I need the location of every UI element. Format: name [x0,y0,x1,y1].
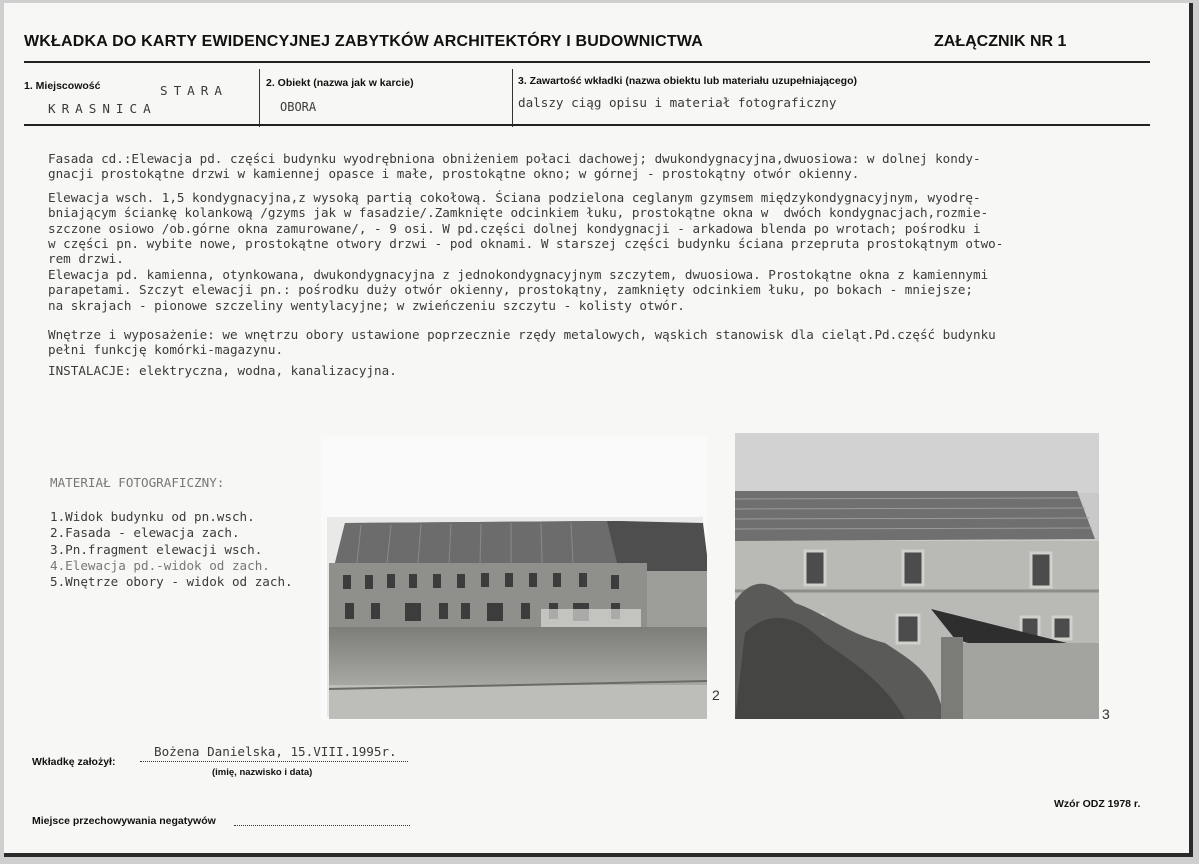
description-line: parapetami. Szczyt elewacji pn.: pośrodku duży otwór okienny, prostokątny, zamknięty odcinkiem łuku, po bokach - mniejsze; [48,282,974,298]
fields-bottom-rule [24,124,1150,126]
description-line: bniającym ściankę kolankową /gzyms jak w fasadzie/.Zamknięte odcinkiem łuku, prostokątne okna w dwóch kondygnacjach,rozmie- [48,205,989,221]
author-dotted-line [140,761,408,762]
photo-material-heading: MATERIAŁ FOTOGRAFICZNY: [50,475,225,490]
barn-west-facade-photo [321,437,707,720]
field-divider-2 [512,69,513,127]
description-line: na skrajach - pionowe szczeliny wentylacyjne; w zwieńczeniu szczytu - kolisty otwór. [48,297,685,313]
description-line: rem drzwi. [48,251,124,267]
description-line: Elewacja wsch. 1,5 kondygnacyjna,z wysoką partią cokołową. Ściana podzielona ceglanym gzymsem międzykondygnacyjnym, wyodrę- [48,189,981,205]
photo-material-item: 5.Wnętrze obory - widok od zach. [50,574,293,590]
photo-number: 3 [1102,706,1110,722]
locality-value-line2: KRASNICA [48,101,157,116]
form-version: Wzór ODZ 1978 r. [1054,798,1141,810]
photo-material-list [50,475,293,590]
locality-label: 1. Miejscowość [24,80,101,92]
locality-value-line1: STARA [160,83,228,98]
photo-material-item: 2.Fasada - elewacja zach. [50,525,240,541]
description-line: Fasada cd.:Elewacja pd. części budynku wyodrębniona obniżeniem połaci dachowej; dwukondygnacyjna,dwuosiowa: w dolnej kondy- [48,151,981,166]
document-title: WKŁADKA DO KARTY EWIDENCYJNEJ ZABYTKÓW ARCHITEKTÓRY I BUDOWNICTWA [24,33,704,50]
photo-material-item: 1.Widok budynku od pn.wsch. [50,509,255,525]
description-line: Elewacja pd. kamienna, otynkowana, dwukondygnacyjna z jednokondygnacyjnym szczytem, dwuosiowa. Prostokątne okna z kamiennymi [48,266,989,282]
record-card-sheet [4,3,1193,857]
description-line: INSTALACJE: elektryczna, wodna, kanalizacyjna. [48,362,397,378]
photo-material-item: 3.Pn.fragment elewacji wsch. [50,541,263,557]
header-rule [24,61,1150,63]
negatives-label: Miejsce przechowywania negatywów [32,815,216,827]
description-line: w części pn. wybite nowe, prostokątne otwory drzwi - pod oknami. W starszej części budynku ściana przepruta prostokątnym otwo- [48,236,1004,252]
field-divider-1 [259,69,260,127]
negatives-dotted-line [234,825,410,826]
barn-east-elevation-photo [735,433,1099,719]
description-line: pełni funkcję komórki-magazynu. [48,342,284,358]
object-label: 2. Obiekt (nazwa jak w karcie) [266,77,414,89]
content-value: dalszy ciąg opisu i materiał fotograficzny [518,95,837,110]
author-caption: (imię, nazwisko i data) [212,767,313,778]
description-line: Wnętrze i wyposażenie: we wnętrzu obory ustawione poprzecznie rzędy metalowych, wąskich stanowisk dla cieląt.Pd.część budynku [48,327,996,343]
annex-number: ZAŁĄCZNIK NR 1 [934,33,1067,50]
description-line: gnacji prostokątne drzwi w kamiennej opasce i małe, prostokątne okno; w górnej - prostokątny otwór okienny. [48,166,860,182]
photo-number: 2 [712,687,720,703]
author-value: Bożena Danielska, 15.VIII.1995r. [154,744,397,759]
author-label: Wkładkę założył: [32,756,116,768]
description-line: szczone osiowo /ob.górne okna zamurowane/, - 9 osi. W pd.części dolnej kondygnacji - arkadowa blenda po wrotach; pośrodku i [48,220,981,236]
content-label: 3. Zawartość wkładki (nazwa obiektu lub materiału uzupełniającego) [518,75,857,87]
description-text [48,151,1128,378]
object-value: OBORA [280,100,317,114]
photo-material-item: 4.Elewacja pd.-widok od zach. [50,557,270,573]
